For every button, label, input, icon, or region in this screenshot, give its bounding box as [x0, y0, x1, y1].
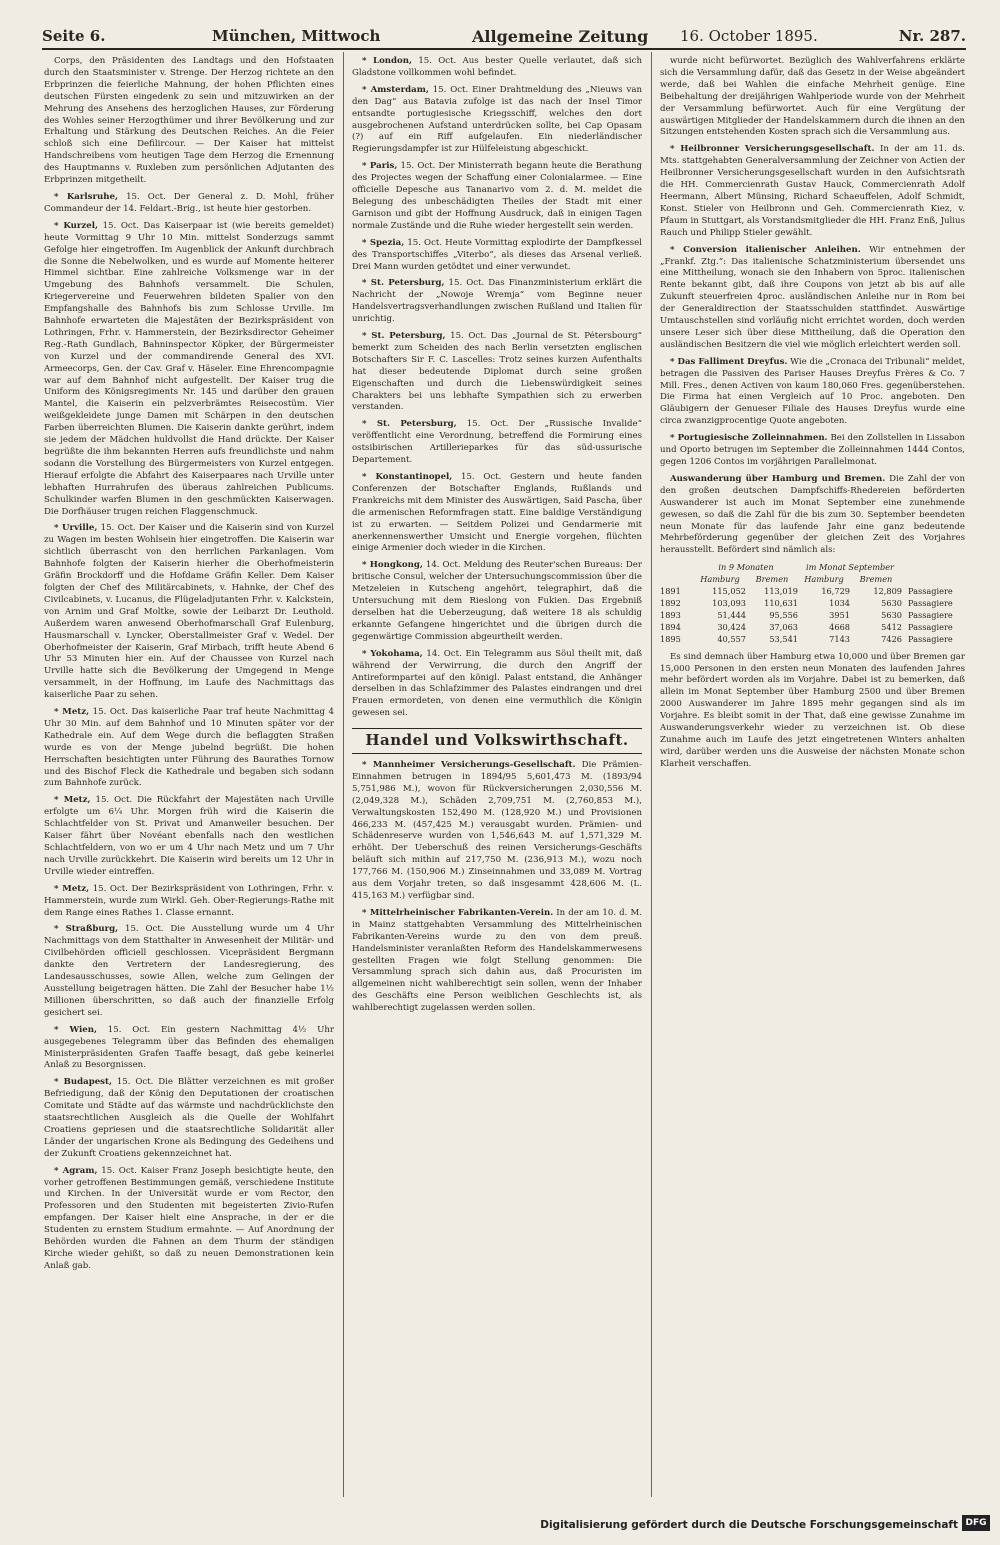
article-paragraph — [44, 192, 334, 216]
column-rule — [343, 52, 344, 1497]
article-paragraph — [660, 474, 965, 557]
article-text: 15. Oct. Einer Drahtmeldung des „Nieuws van den Dag“ aus Batavia zufolge ist das nach der Insel Timor entsandte portugiesische Kriegsschiff, welches den dort ausgebrochenen Aufstand unterdrücken sollte, bei Cap Opasam (?) auf ein Riff aufgelaufen. Ein niederländischer Regierungsdampfer ist zur Hülfeleistung abgeschickt. — [352, 84, 642, 155]
column-2-news — [352, 56, 642, 720]
table-row — [660, 622, 965, 634]
article — [44, 1077, 334, 1160]
article-text: In der am 11. ds. Mts. stattgehabten Generalversammlung der Zeichner von Actien der Heilbronner Versicherungsgesellschaft wurden in den Aufsichtsrath die HH. Commercienrath Gustav Hauck, Commercienrath Adolf Heermann, Albert Münsing, Richard Schaeuffelen, Adolf Schmidt, Konst. Stieler von Heilbronn und Geh. Commercienrath Kiez, v. Pfaum in Stuttgart, als Vorstandsmitglieder die HH. Franz Enß, Julius Rauch und Philipp Stieler gewählt. — [660, 144, 965, 238]
article-text: Bei den Zollstellen in Lissabon und Oporto betrugen im September die Zolleinnahmen 1444 Contos, gegen 1206 Contos im vorjährigen Parallelmonat. — [660, 433, 965, 467]
article — [352, 419, 642, 467]
table-column-label: Bremen — [859, 574, 893, 585]
table-body — [660, 586, 965, 646]
column-3-economy — [660, 56, 965, 557]
page-header — [42, 22, 966, 50]
funding-note: Digitalisierung gefördert durch die Deutsche Forschungsgemeinschaft — [540, 1519, 958, 1531]
table-column-label: Bremen — [755, 574, 789, 585]
article-text: 15. Oct. Ein gestern Nachmittag 4½ Uhr ausgegebenes Telegramm über das Befinden des ehemaligen Ministerpräsidenten Grafen Taaffe besagt, daß gebe keinerlei Anlaß zu Besorgnissen. — [44, 1024, 334, 1071]
table-cell: 16,729 — [821, 586, 850, 597]
column-2 — [352, 56, 642, 1496]
table-year: 1894 — [660, 621, 681, 632]
table-column-label: Hamburg — [700, 574, 740, 585]
table-cell: 12,809 — [873, 586, 902, 597]
article-paragraph — [660, 433, 965, 469]
article-text: 14. Oct. Ein Telegramm aus Söul theilt mit, daß während der Verwirrung, die durch den Angriff der Antireformpartei auf den königl. Palast entstand, die Anhänger derselben in das Schlafzimmer des Palastes eindrangen und drei Frauen ermordeten, von denen eine vermuthlich die Königin gewesen sei. — [352, 648, 642, 719]
article-dateline: * Heilbronner Versicherungsgesellschaft. — [670, 144, 875, 155]
issue-number: Nr. 287. — [898, 27, 966, 45]
table-cell: 5412 — [881, 621, 902, 632]
article-text: 15. Oct. Kaiser Franz Joseph besichtigte heute, den vorher getroffenen Bestimmungen gemäß, verschiedene Institute und Kirchen. In der Universität wurde er vom Rector, den Professoren und den Studenten mit begeisterten Zivio-Rufen empfangen. Der Kaiser hielt eine Ansprache, in der er die Studenten zu ernstem Studium ermahnte. — Auf Anordnung der Behörden wurden die Fahnen an dem Thurm der ständigen Kirche wieder gehißt, so daß zu neuen Demonstrationen kein Anlaß gab. — [44, 1165, 334, 1271]
table-group-label: im Monat September — [806, 562, 894, 573]
table-cell: 4668 — [829, 621, 850, 632]
article-dateline: Auswanderung über Hamburg und Bremen. — [670, 473, 886, 484]
table-cell: 5630 — [881, 609, 902, 620]
article-paragraph — [352, 908, 642, 1015]
article-paragraph — [660, 144, 965, 239]
column-1 — [44, 56, 334, 1496]
article-paragraph — [352, 85, 642, 156]
article — [352, 908, 642, 1015]
article-paragraph — [352, 560, 642, 643]
table-cell: 113,019 — [764, 586, 798, 597]
table-cell: 30,424 — [717, 621, 746, 632]
article-paragraph — [352, 331, 642, 414]
table-cell: 40,557 — [717, 633, 746, 644]
section-heading: Handel und Volkswirthschaft. — [352, 728, 642, 754]
article-paragraph — [660, 56, 965, 139]
place-and-day: München, Mittwoch — [212, 27, 381, 45]
article-dateline: * Konstantinopel, — [362, 472, 453, 482]
table-cell: 103,093 — [712, 597, 746, 608]
dfg-logo: DFG — [962, 1515, 990, 1531]
article — [352, 161, 642, 232]
table-group-label: in 9 Monaten — [718, 562, 774, 573]
article-dateline: * Das Falliment Dreyfus. — [670, 356, 788, 367]
table-cell: 37,063 — [769, 621, 798, 632]
table-unit: Passagiere — [908, 609, 953, 620]
article-paragraph — [352, 238, 642, 274]
table-year: 1892 — [660, 597, 681, 608]
article-paragraph — [44, 795, 334, 878]
article — [352, 56, 642, 80]
article — [44, 884, 334, 920]
article-text: Die Zahl der von den großen deutschen Dampfschiffs-Rhedereien beförderten Auswanderer ist auch im Monat September eine zunehmende gewesen, so daß die Zahl für die bis zum 30. September beendeten neun Monate für das laufende Jahr eine ganz bedeutende Mehrbeförderung gegenüber der gleichen Zeit des Vorjahres herausstellt. Befördert sind nämlich als: — [660, 473, 965, 556]
article-paragraph — [44, 707, 334, 790]
article — [352, 85, 642, 156]
article-text: 15. Oct. Heute Vormittag explodirte der Dampfkessel des Transportschiffes „Viterbo“, als dieses das Arsenal verließ. Drei Mann wurden getödtet und einer verwundet. — [352, 237, 642, 272]
article-paragraph — [44, 884, 334, 920]
article-dateline: * Metz, — [54, 883, 90, 894]
table-row — [660, 586, 965, 598]
table-unit: Passagiere — [908, 621, 953, 632]
article-text: 15. Oct. Die Rückfahrt der Majestäten nach Urville erfolgte um 6¼ Uhr. Morgen früh wird die Kaiserin die Schlachtfelder von St. Privat und Amanweiler besuchen. Der Kaiser fährt über Novéant ebenfalls nach den westlichen Schlachtfeldern, von wo er um 4 Uhr nach Metz und um 7 Uhr nach Urville zurückkehrt. Die Kaiserin wird bereits um 12 Uhr in Urville wieder eintreffen. — [44, 795, 334, 877]
article-dateline: * Spezia, — [362, 237, 405, 248]
article-text: 15. Oct. Der Kaiser und die Kaiserin sind von Kurzel zu Wagen im besten Wohlsein hier eingetroffen. Die Kaiserin war sichtlich überrascht von den herrlichen Parkanlagen. Vom Bahnhofe folgten der Kaiserin hierher die Oberhofmeisterin Gräfin Brockdorff und die Hofdame Gräfin Keller. Dem Kaiser folgten der Chef des Militärcabinets, v. Hahnke, der Chef des Civilcabinets, v. Lucanus, die Flügeladjutanten Frhr. v. Kalckstein, von Arnim und Graf Moltke, sowie der Leibarzt Dr. Leuthold. Außerdem waren anwesend Oberhofmarschall Graf Eulenburg, Hausmarschall v. Lyncker, Oberstallmeister Graf v. Wedel. Der Oberhofmeister der Kaiserin, Graf Mirbach, trifft heute Abend 6 Uhr 53 Minuten hier ein. Auf der Chaussee von Kurzel nach Urville hatte sich die Bevölkerung der Umgegend in Menge versammelt, in der Hoffnung, im Laufe des Nachmittags das kaiserliche Paar zu sehen. — [44, 523, 334, 701]
article-paragraph — [44, 1025, 334, 1073]
article-dateline: * Straßburg, — [54, 924, 119, 935]
article-dateline: * Budapest, — [54, 1077, 112, 1088]
table-column-header — [660, 574, 965, 586]
article-text: 15. Oct. Das Kaiserpaar ist (wie bereits gemeldet) heute Vormittag 9 Uhr 10 Min. mittelst Sonderzugs sammt Gefolge hier eingetroffen. Im Augenblick der Ankunft durchbrach die Sonne die Nebelwolken, und es wurde auf Momente heiterer Himmel sichtbar. Eine zahlreiche Volksmenge war in der Umgebung des Bahnhofs versammelt. Die Schulen, Kriegervereine und Feuerwehren bildeten Spalier von den Empfangshalle des Bahnhofs bis zum Schlosse Urville. Im Bahnhofe erwarteten die Majestäten der Bezirkspräsident von Lothringen, Frhr. v. Hammerstein, der Bezirksdirector Geheimer Reg.-Rath Gundlach, Bahninspector Köpker, der Bürgermeister von Kurzel und der commandirende General des XVI. Armeecorps, Gen. der Cav. Graf v. Häseler. Eine Ehrencompagnie war auf dem Bahnhof nicht aufgestellt. Der Kaiser trug die Uniform des Königsregiments Nr. 145 und darüber den grauen Mantel, die Kaiserin ein pelzverbrämtes Reisecostüm. Vier weißgekleidete junge Damen mit Schärpen in den deutschen Farben überreichten Blumen. Die Kaiserin dankte gerührt, indem sie jedem der Mädchen huldvollst die Hand drückte. Der Kaiser begrüßte die ihm bekannten Herren aufs freundlichste und nahm sodann die Vorstellung des Bürgermeisters von Kurzel entgegen. Hierauf erfolgte die Abfahrt des Kaiserpaares nach Urville unter lebhaften Hurrahrufen des überaus zahlreichen Publicums. Schulkinder warfen Blumen in den geschmückten Kaiserwagen. Die Dorfhäuser trugen reichen Flaggenschmuck. — [44, 220, 334, 517]
table-cell: 110,631 — [764, 597, 798, 608]
article-dateline: * Paris, — [362, 161, 398, 172]
table-cell: 5630 — [881, 597, 902, 608]
article-dateline: * Amsterdam, — [362, 84, 429, 95]
table-year: 1891 — [660, 586, 681, 597]
table-cell: 51,444 — [717, 609, 746, 620]
table-year: 1893 — [660, 609, 681, 620]
article-text: 15. Oct. Der Ministerrath begann heute die Berathung des Projectes wegen der Schaffung einer Colonialarmee. — Eine officielle Depesche aus Tananarivo vom 2. d. M. meldet die Belegung des unbeschädigten Theiles der Stadt mit einer Garnison und gibt der Hoffnung Ausdruck, daß in einigen Tagen normale Zustände und die Ruhe wieder hergestellt sein werden. — [352, 161, 642, 231]
column-2-economy — [352, 760, 642, 1015]
table-cell: 1034 — [829, 597, 850, 608]
article-paragraph — [352, 472, 642, 555]
article-dateline: * Metz, — [54, 707, 90, 718]
article — [352, 560, 642, 643]
article-text: Wie die „Cronaca dei Tribunali“ meldet, betragen die Passiven des Pariser Hauses Dreyfus Frères & Co. 7 Mill. Fres., denen Activen von kaum 180,060 Fres. gegenüberstehen. Die Firma hat einen Vergleich auf 10 Proc. angeboten. Den Gläubigern der Genueser Filiale des Hauses Dreyfus wurde eine circa zwanzigprocentige Quote angeboten. — [660, 356, 965, 427]
article-paragraph — [352, 161, 642, 232]
table-row — [660, 598, 965, 610]
article-dateline: * Kurzel, — [54, 220, 98, 231]
table-column-label: Hamburg — [804, 574, 844, 585]
article-paragraph — [44, 523, 334, 702]
article — [660, 652, 965, 771]
article — [44, 1025, 334, 1073]
article — [352, 238, 642, 274]
article — [44, 221, 334, 519]
article-paragraph — [44, 56, 334, 187]
article-text: Wir entnehmen der „Frankf. Ztg.“: Das italienische Schatzministerium übersendet uns eine Mittheilung, wonach sie den Inhabern von 5proc. italienischen Rente bekannt gibt, daß ihre Coupons von jetzt ab bis auf alle Zukunft steuerfreien 4proc. ausländischen Anleihe nur in Rom bei der Generaldirection der Staatsschulden stattfindet. Auswärtige Umtauschstellen sind vorläufig nicht errichtet worden, doch werden unsere Leser sich über diese Mittheilung, daß die Operation den ausländischen Besitzern die viel wie möglich erleichtert werden soll. — [660, 244, 965, 350]
article-dateline: * London, — [362, 56, 413, 66]
article-text: 15. Oct. Aus bester Quelle verlautet, daß sich Gladstone vollkommen wohl befindet. — [352, 56, 642, 78]
article-text: Es sind demnach über Hamburg etwa 10,000 und über Bremen gar 15,000 Personen in den ersten neun Monaten des laufenden Jahres mehr befördert worden als im Vorjahre. Dabei ist zu bemerken, daß allein im Monat September über Hamburg 2500 und über Bremen 2000 Auswanderer im Jahre 1895 mehr gegangen sind als im Vorjahre. Es bleibt somit in der That, daß eine gewisse Zunahme im Auswanderungsverkehr wieder zu verzeichnen ist. Ob diese Zunahme auch im Laufe des jetzt eingetretenen Winters anhalten wird, darüber werden uns die Ausweise der nächsten Monate schon Klarheit verschaffen. — [660, 651, 965, 769]
article-dateline: * St. Petersburg, — [362, 278, 445, 289]
table-row — [660, 634, 965, 646]
article — [44, 795, 334, 878]
article-paragraph — [44, 1166, 334, 1273]
article-text: 15. Oct. Der General z. D. Mohl, früher Commandeur der 14. Feldart.-Brig., ist heute hier gestorben. — [44, 191, 334, 214]
article — [44, 707, 334, 790]
article — [44, 523, 334, 702]
table-row — [660, 610, 965, 622]
emigration-table — [660, 562, 965, 645]
article-paragraph — [44, 924, 334, 1019]
article — [44, 192, 334, 216]
column-3 — [660, 56, 965, 1496]
table-group-header — [660, 562, 965, 574]
table-cell: 7143 — [829, 633, 850, 644]
article — [44, 1166, 334, 1273]
article-paragraph — [352, 56, 642, 80]
newspaper-title: Allgemeine Zeitung — [472, 27, 649, 46]
article-text: Die Prämien-Einnahmen betrugen in 1894/95 5,601,473 M. (1893/94 5,751,986 M.), wovon für Rückversicherungen 2,030,556 M. (2,049,328 M.), Schäden 2,709,751 M. (2,760,853 M.), Verwaltungskosten 152,490 M. (128,920 M.) und Provisionen 466,233 M. (457,425 M.) verausgabt wurden. Prämien- und Schädenreserve wurden von 1,546,643 M. auf 1,571,329 M. erhöht. Der Ueberschuß des reinen Versicherungs-Geschäfts beläuft sich mithin auf 217,750 M. (236,913 M.), wozu noch 177,766 M. (150,906 M.) Zinseinnahmen und 33,089 M. Vortrag aus dem Vorjahr treten, so daß insgesammt 428,606 M. (L. 415,163 M.) verfügbar sind. — [352, 760, 642, 901]
table-cell: 115,052 — [712, 586, 746, 597]
article-dateline: * Urville, — [54, 523, 98, 534]
article-paragraph — [660, 652, 965, 771]
article-text: 14. Oct. Meldung des Reuter'schen Bureaus: Der britische Consul, welcher der Untersuchungscommission über die Metzeleien in Kutscheng angehört, telegraphirt, daß die Untersuchung mit dem Rieslong von Fukien. Das Ergebniß derselben hat die Ueberzeugung, daß weitere 18 als schuldig erkannte Gefangene hingerichtet und die übrigen durch die gegenwärtige Commission abgeurtheilt werden. — [352, 560, 642, 642]
article-dateline: * Portugiesische Zolleinnahmen. — [670, 433, 828, 444]
table-year: 1895 — [660, 633, 681, 644]
page-number: Seite 6. — [42, 27, 106, 45]
article-text: In der am 10. d. M. in Mainz stattgehabten Versammlung des Mittelrheinischen Fabrikanten-Vereins wurde zu den von dem preuß. Handelsminister veranlaßten Reform des Handelskammerwesens gestellten Fragen wie folgt Stellung genommen: Die Versammlung sprach sich dahin aus, daß Procuristen im allgemeinen nicht wahlberechtigt sein sollen, wenn der Inhaber des Geschäfts eine Person weiblichen Geschlechts ist, als wahlberechtigt zugelassen werden sollen. — [352, 907, 642, 1014]
article-paragraph — [352, 278, 642, 326]
table-unit: Passagiere — [908, 633, 953, 644]
article — [660, 144, 965, 239]
table-unit: Passagiere — [908, 597, 953, 608]
article-paragraph — [44, 221, 334, 519]
digitization-footer — [0, 1505, 1000, 1545]
article-dateline: * St. Petersburg, — [362, 331, 446, 342]
issue-date: 16. October 1895. — [680, 27, 818, 45]
article-dateline: * Mittelrheinischer Fabrikanten-Verein. — [362, 907, 554, 918]
article-dateline: * St. Petersburg, — [362, 419, 457, 430]
article — [660, 245, 965, 352]
article-dateline: * Yokohama, — [362, 648, 423, 659]
article — [660, 56, 965, 139]
article-paragraph — [352, 649, 642, 720]
table-cell: 7426 — [881, 633, 902, 644]
article-dateline: * Metz, — [54, 795, 91, 806]
article-dateline: * Wien, — [54, 1024, 98, 1035]
article-dateline: * Conversion italienischer Anleihen. — [670, 244, 861, 255]
article-text: 15. Oct. Die Blätter verzeichnen es mit großer Befriedigung, daß der König den Deputationen der croatischen Comitate und Städte auf das wärmste und nachdrücklichste den staatsrechtlichen Ausgleich als die Quelle der Wohlfahrt Croatiens gepriesen und die staatsrechtliche Solidarität aller Länder der ungarischen Krone als Bedingung des Gedeihens und der Zukunft Croatiens gekennzeichnet hat. — [44, 1077, 334, 1159]
article-text: 15. Oct. Der „Russische Invalide“ veröffentlicht eine Verordnung, betreffend die Formirung eines ostsibirischen Artillerieparkes für das süd-ussurische Departement. — [352, 419, 642, 466]
table-cell: 3951 — [829, 609, 850, 620]
article-text: 15. Oct. Das „Journal de St. Pétersbourg“ bemerkt zum Scheiden des nach Berlin versetzten englischen Botschafters Sir F. C. Lascelles: Trotz seines kurzen Aufenthalts hat dieser bedeutende Diplomat durch seine großen Eigenschaften und durch die Liebenswürdigkeit seines Charakters bei uns lebhafte Sympathien sich zu erwerben verstanden. — [352, 331, 642, 413]
article — [44, 924, 334, 1019]
article-text: 15. Oct. Der Bezirkspräsident von Lothringen, Frhr. v. Hammerstein, wurde zum Wirkl. Geh. Ober-Regierungs-Rathe mit dem Range eines Rathes 1. Classe ernannt. — [44, 883, 334, 918]
article-text: Corps, den Präsidenten des Landtags und den Hofstaaten durch den Staatsminister v. Strenge. Der Herzog richtete an den Erbprinzen die feierliche Mahnung, der hohen Pflichten eines deutschen Fürsten eingedenk zu sein und mitzuwirken an der Mehrung des Ansehens des herzoglichen Hauses, zur Förderung des Wohles seiner Herzogthümer und ihrer Bevölkerung und zur Erhaltung und Stärkung des Deutschen Reiches. An die Feier schloß sich eine Defilircour. — Der Kaiser hat mittelst Handschreibens vom heutigen Tage dem Herzog die Ernennung des Hauptmanns v. Ruxleben zum persönlichen Adjutanten des Erbprinzen mitgetheilt. — [44, 56, 334, 186]
article-text: wurde nicht befürwortet. Bezüglich des Wahlverfahrens erklärte sich die Versammlung dafür, daß das Gesetz in der Weise abgeändert werde, daß bei Wahlen die einfache Mehrheit genüge. Eine Beibehaltung der dreijährigen Wahlperiode wurde von der Mehrheit der Versammlung befürwortet. Auch für eine Vergütung der auswärtigen Mitglieder der Handelskammern durch die ihnen an den Sitzungen entstehenden Kosten sprach sich die Versammlung aus. — [660, 56, 965, 138]
article — [352, 649, 642, 720]
article-text: 15. Oct. Gestern und heute fanden Conferenzen der Botschafter Englands, Rußlands und Frankreichs mit dem Minister des Auswärtigen, Said Pascha, über die armenischen Reformfragen statt. Eine baldige Verständigung ist zu erwarten. — Seitdem Polizei und Gendarmerie mit anerkennenswerther Umsicht und Energie vorgehen, flüchten einige Armenier doch wieder in die Kirchen. — [352, 472, 642, 554]
table-unit: Passagiere — [908, 586, 953, 597]
article-paragraph — [660, 357, 965, 428]
article-text: 15. Oct. Die Ausstellung wurde um 4 Uhr Nachmittags von dem Statthalter in Anwesenheit der Militär- und Civilbehörden officiell geschlossen. Vicepräsident Bergmann dankte den Vertretern der Landesregierung, des Landesausschusses, sowie Allen, welche zum Gelingen der Ausstellung beigetragen hätten. Die Zahl der Besucher habe 1½ Millionen überschritten, so daß auch der finanzielle Erfolg gesichert sei. — [44, 924, 334, 1018]
table-cell: 95,556 — [769, 609, 798, 620]
table-cell: 53,541 — [769, 633, 798, 644]
article-text: 15. Oct. Das Finanzministerium erklärt die Nachricht der „Nowoje Wremja“ vom Beginne neuer Handelsvertragsverhandlungen zwischen Rußland und Italien für unrichtig. — [352, 278, 642, 325]
article-dateline: * Karlsruhe, — [54, 191, 118, 202]
article — [352, 760, 642, 903]
article — [660, 474, 965, 557]
article-paragraph — [660, 245, 965, 352]
column-rule — [651, 52, 652, 1497]
article-paragraph — [352, 419, 642, 467]
article — [352, 472, 642, 555]
article — [352, 331, 642, 414]
article — [352, 278, 642, 326]
article-dateline: * Hongkong, — [362, 560, 423, 571]
article — [660, 433, 965, 469]
article-text: 15. Oct. Das kaiserliche Paar traf heute Nachmittag 4 Uhr 30 Min. auf dem Bahnhof und 10 Minuten später vor der Kathedrale ein. Auf dem Wege durch die beflaggten Straßen wurde es von der Menge jubelnd begrüßt. Die hohen Herrschaften besichtigten unter Führung des Baurathes Tornow und des Bischof Fleck die Kathedrale und begaben sich sodann zum Bahnhofe zurück. — [44, 707, 334, 789]
article-paragraph — [44, 1077, 334, 1160]
article — [44, 56, 334, 187]
article-paragraph — [352, 760, 642, 903]
article — [660, 357, 965, 428]
article-dateline: * Mannheimer Versicherungs-Gesellschaft. — [362, 760, 576, 771]
article-dateline: * Agram, — [54, 1165, 98, 1176]
column-3-closing — [660, 652, 965, 771]
